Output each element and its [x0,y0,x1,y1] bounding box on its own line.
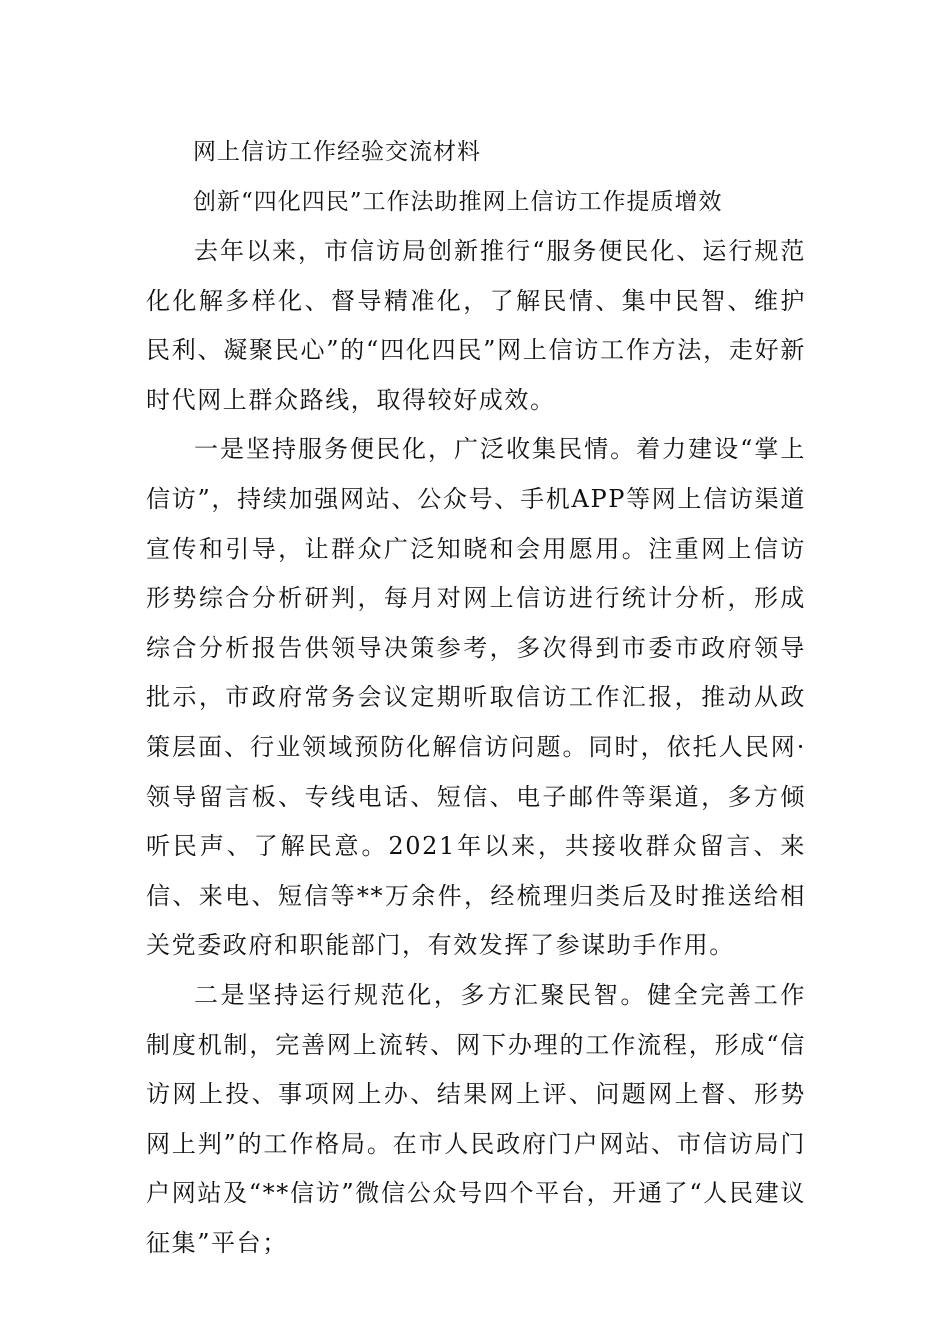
document-title: 网上信访工作经验交流材料 [193,139,481,165]
paragraph-intro: 去年以来，市信访局创新推行“服务便民化、运行规范化化解多样化、督导精准化，了解民情、集中民智、维护民利、凝聚民心”的“四化四民”网上信访工作方法，走好新时代网上群众路线，取得较好成效。 [146,237,806,414]
paragraph-service: 一是坚持服务便民化，广泛收集民情。着力建设“掌上信访”，持续加强网站、公众号、手机APP等网上信访渠道宣传和引导，让群众广泛知晓和会用愿用。注重网上信访形势综合分析研判，每月对网上信访进行统计分析，形成综合分析报告供领导决策参考，多次得到市委市政府领导批示，市政府常务会议定期听取信访工作汇报，推动从政策层面、行业领域预防化解信访问题。同时，依托人民网·领导留言板、专线电话、短信、电子邮件等渠道，多方倾听民声、了解民意。2021年以来，共接收群众留言、来信、来电、短信等**万余件，经梳理归类后及时推送给相关党委政府和职能部门，有效发挥了参谋助手作用。 [146,435,806,960]
document-subtitle: 创新“四化四民”工作法助推网上信访工作提质增效 [193,189,723,215]
paragraph-operation: 二是坚持运行规范化，多方汇聚民智。健全完善工作制度机制，完善网上流转、网下办理的工作流程，形成“信访网上投、事项网上办、结果网上评、问题网上督、形势网上判”的工作格局。在市人民政府门户网站、市信访局门户网站及“**信访”微信公众号四个平台，开通了“人民建议征集”平台； [146,980,806,1257]
document-body [146,127,806,1268]
